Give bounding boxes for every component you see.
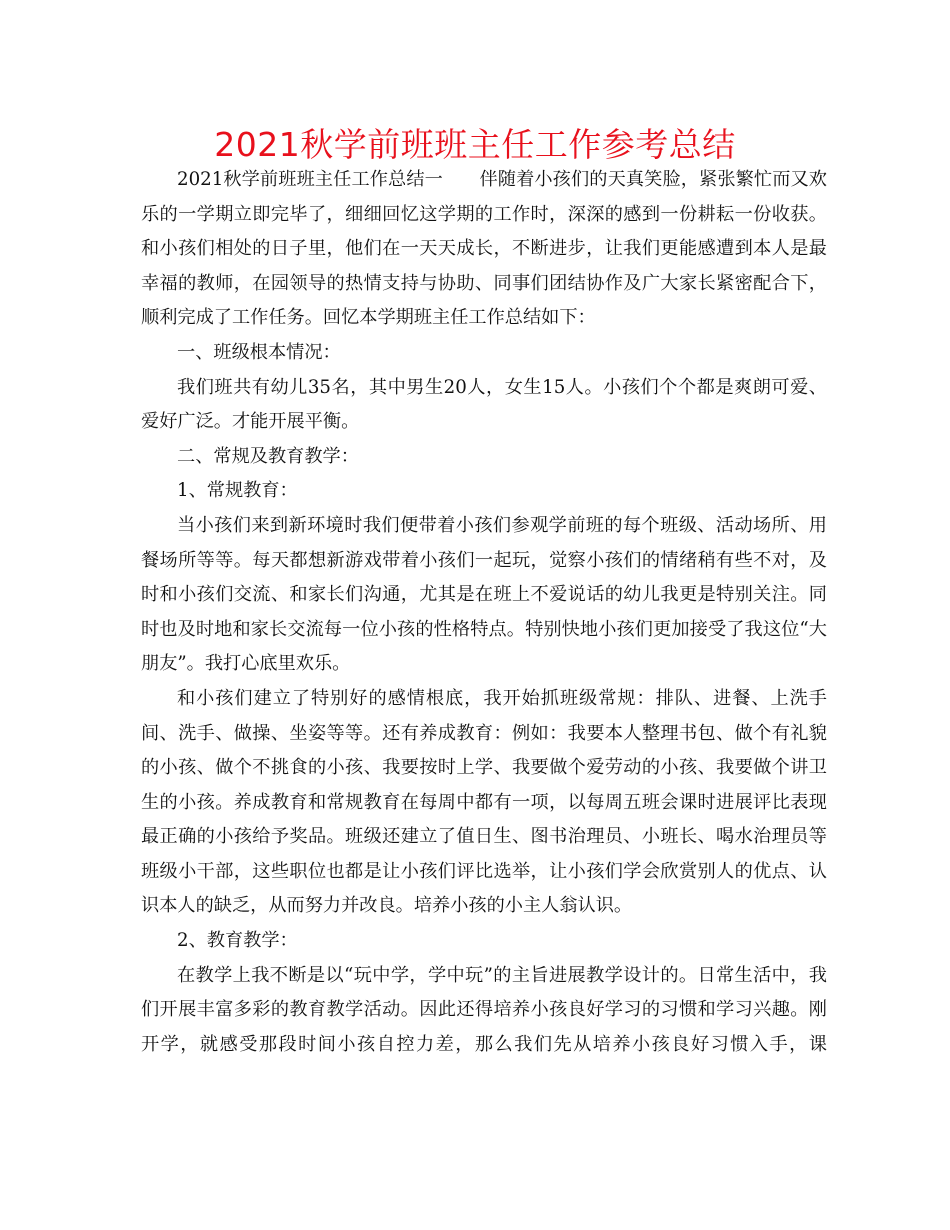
document-title: 2021秋学前班班主任工作参考总结 (214, 125, 736, 164)
section-heading-class-basics: 一、班级根本情况： (177, 341, 341, 363)
paragraph-teaching: 在教学上我不断是以“玩中学，学中玩”的主旨进展教学设计的。日常生活中，我们开展丰富多彩的教育教学活动。因此还得培养小孩良好学习的习惯和学习兴趣。刚开学，就感受那段时间小孩自控力差，那么我们先从培养小孩良好习惯入手，课 (141, 964, 827, 1055)
paragraph-class-basics: 我们班共有幼儿35名，其中男生20人，女生15人。小孩们个个都是爽朗可爱、爱好广泛。才能开展平衡。 (141, 376, 827, 433)
subheading-teaching: 2、教育教学： (177, 930, 298, 952)
paragraph-routine-habits: 和小孩们建立了特别好的感情根底，我开始抓班级常规：排队、进餐、上洗手间、洗手、做操、坐姿等等。还有养成教育：例如：我要本人整理书包、做个有礼貌的小孩、做个不挑食的小孩、我要按时上学、我要做个爱劳动的小孩、我要做个讲卫生的小孩。养成教育和常规教育在每周中都有一项，以每周五班会课时进展评比表现最正确的小孩给予奖品。班级还建立了值日生、图书治理员、小班长、喝水治理员等班级小干部，这些职位也都是让小孩们评比选举，让小孩们学会欣赏别人的优点、认识本人的缺乏，从而努力并改良。培养小孩的小主人翁认识。 (141, 687, 827, 917)
subheading-routine-education: 1、常规教育： (177, 480, 298, 502)
document-body (141, 163, 827, 1062)
paragraph-intro: 2021秋学前班班主任工作总结一 伴随着小孩们的天真笑脸，紧张繁忙而又欢乐的一学期立即完毕了，细细回忆这学期的工作时，深深的感到一份耕耘一份收获。和小孩们相处的日子里，他们在一天天成长，不断进步，让我们更能感遭到本人是最幸福的教师，在园领导的热情支持与协助、同事们团结协作及广大家长紧密配合下，顺利完成了工作任务。回忆本学期班主任工作总结如下： (141, 169, 827, 329)
section-heading-routine-teaching: 二、常规及教育教学： (177, 445, 359, 467)
paragraph-new-environment: 当小孩们来到新环境时我们便带着小孩们参观学前班的每个班级、活动场所、用餐场所等等。每天都想新游戏带着小孩们一起玩，觉察小孩们的情绪稍有些不对，及时和小孩们交流、和家长们沟通，尤其是在班上不爱说话的幼儿我更是特别关注。同时也及时地和家长交流每一位小孩的性格特点。特别快地小孩们更加接受了我这位“大朋友”。我打心底里欢乐。 (141, 514, 827, 675)
